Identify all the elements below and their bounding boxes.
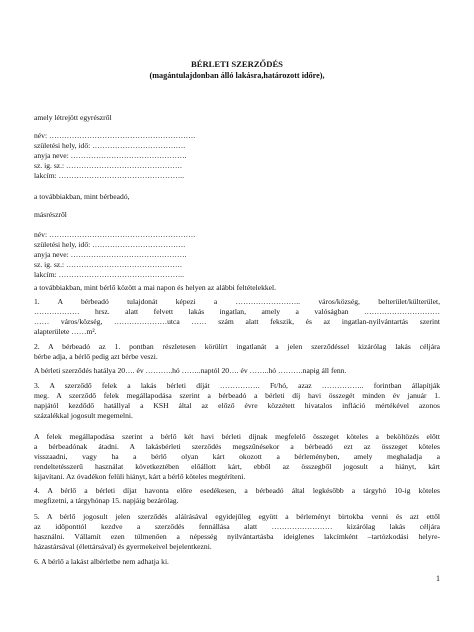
party1-birth: születési hely, idő: ………………………………. [34,141,186,150]
masreszrol-line: másrészről [34,210,67,219]
party2-birth: születési hely, idő: ………………………………. [34,240,186,249]
clause3-line: százalékkal jogosult megemelni. [34,411,133,420]
party1-address: lakcím: ………………………………………….. [34,171,184,180]
clause2-line: bérbe adja, a bérlő pedig azt bérbe veszi. [34,352,158,361]
clause4-line: megfizetni, a tárgyhónap 15. napjáig bezárólag. [34,496,179,505]
party2-mother: anyja neve: ………………………………………. [34,250,187,259]
clause1-line: ……………… hrsz. alatt felvett lakás ingatlan, amely a valóságban ………………………… [34,307,440,316]
landlord-note: a továbbiakban, mint bérbeadó, [34,192,130,201]
tenant-note: a továbbiakban, mint bérlő között a mai napon és helyen az alábbi feltételekkel. [34,283,277,292]
party2-name: név: …………………………………………………. [34,230,196,239]
clause3-line: 3. A szerződő felek a lakás bérleti díját ……………. Ft/hó, azaz …………….. forintban állapítják [34,381,440,390]
clause5-line: használni. Vállamít ezen túlmenően a népesség nyilvántartásba ideiglenes lakcímként –tartózkodási helyre- [34,532,440,541]
deposit-line: A felek megállapodása szerint a bérlő két havi bérleti díjnak megfelelő összeget köteles a beköltözés előtt [34,432,440,441]
clause6-line: 6. A bérlő a lakást albérletbe nem adhatja ki. [34,557,169,566]
document-title: BÉRLETI SZERZŐDÉS [191,59,283,69]
deposit-line: rendeltetésszerű használat következtében előállott kárt, ebből az összegből jogosult a hiányt, kárt [34,462,440,471]
page-number: 1 [436,574,440,583]
clause2-line: 2. A bérbeadó az 1. pontban részletesen körülírt ingatlanát a jelen szerződéssel kizárólag lakás céljára [34,342,440,351]
clause5-line: az időponttól kezdve a szerződés fennállása alatt …………………… kizárólag lakás céljára [34,522,440,531]
clause5-line: házastársával (élettársával) és gyermekeivel bejelentkezni. [34,542,212,551]
clause1-line: 1. A bérbeadó tulajdonát képezi a …………………….. város/község, belterület/külterület, [34,297,440,306]
clause1-line: alapterülete ……m². [34,327,97,336]
clause5-line: 5. A bérlő jogosult jelen szerződés aláírásával egyidejűleg együtt a bérleményt birtokba venni és azt ettől [34,512,440,521]
party2-id: sz. ig. sz.: ………………………………………. [34,260,182,269]
term-line: A bérleti szerződés hatálya 20…. év ………..hó ……..naptól 20…. év ……..hó ……….napig áll fenn. [34,366,347,375]
clause3-line: meg. A szerződő felek megállapodása szerint a bérbeadó a bérleti díj havi összegét minden év január 1. [34,391,440,400]
deposit-line: a bérbeadónak átadni. A lakásbérleti szerződés megszűnésekor a bérbeadó ezt az összeget köteles [34,442,440,451]
deposit-line: kijavítani. Az óvadékon felüli hiányt, kárt a bérlő köteles megtéríteni. [34,472,246,481]
clause1-line: …… város/község, …………………utca …… szám alatt fekszik, és az ingatlan-nyilvántartás szerint [34,317,440,326]
clause4-line: 4. A bérlő a bérleti díjat havonta előre esedékesen, a bérbeadó által legkésőbb a tárgyhó 10-ig köteles [34,486,440,495]
party2-address: lakcím: ………………………………………….. [34,270,184,279]
clause3-line: napjától kezdődő hatállyal a KSH által az előző évre közzétett hivatalos infláció mértékével azonos [34,401,440,410]
party1-mother: anyja neve: ………………………………………. [34,151,187,160]
document-subtitle: (magántulajdonban álló lakásra,határozott időre), [149,71,325,80]
deposit-line: visszaadni, vagy ha a bérlő olyan kárt okozott a bérleményben, amely meghaladja a [34,452,440,461]
party1-name: név: …………………………………………………. [34,131,196,140]
party1-id: sz. ig. sz.: ………………………………………. [34,161,182,170]
intro-line: amely létrejött egyrészről [34,113,112,122]
